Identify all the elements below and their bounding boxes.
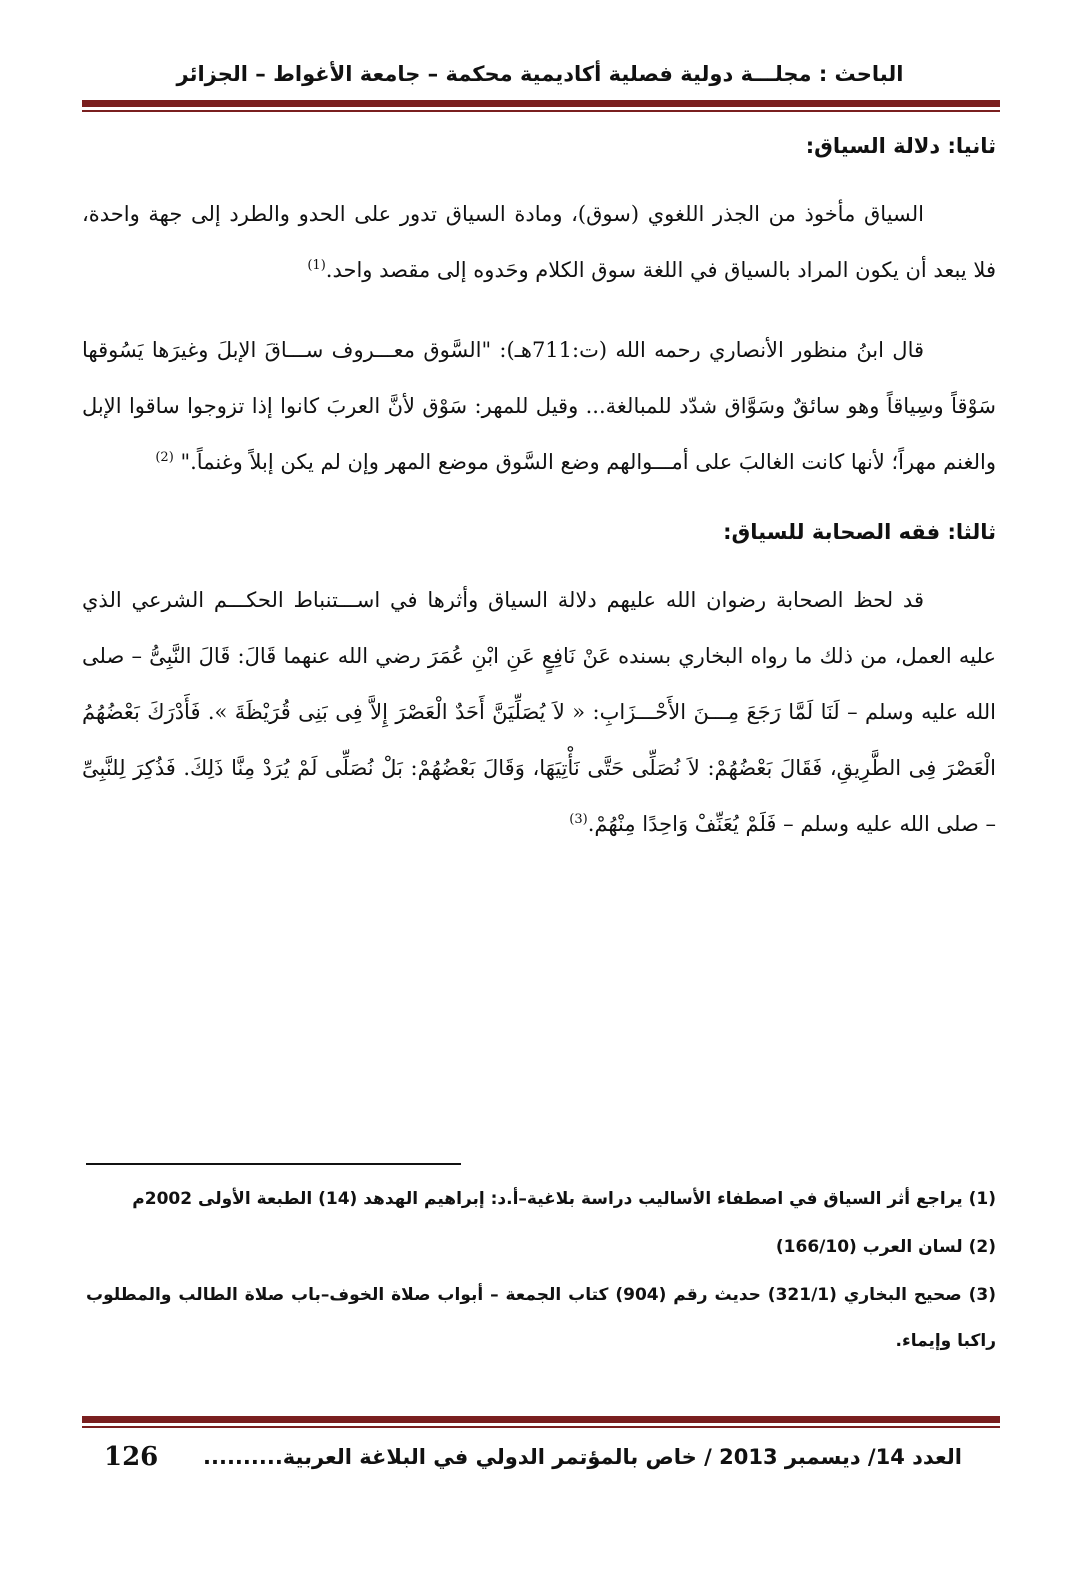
paragraph-context-definition [82, 186, 996, 298]
footer-rule-thin [82, 1426, 1000, 1428]
running-footer [104, 1434, 962, 1480]
page-number: 126 [104, 1442, 159, 1472]
paragraph-ibn-manzur-quote [82, 322, 996, 490]
footnote-ref-2: (2) [155, 450, 174, 465]
footnote-ref-1: (1) [307, 258, 326, 273]
running-header: الباحث : مجلـــة دولية فصلية أكاديمية محكمة – جامعة الأغواط – الجزائر [176, 62, 904, 86]
main-content [82, 128, 996, 852]
footnote-ref-3: (3) [569, 812, 588, 827]
paragraph-text: قال ابنُ منظور الأنصاري رحمه الله (ت:711هـ): "السَّوق معـــروف ســـاقَ الإبلَ وغيرَها يَسُوقها سَوْقاً وسِياقاً وهو سائقٌ وسَوَّاق شدّد للمبالغة... وقيل للمهر: سَوْق لأنَّ العربَ كانوا إذا تزوجوا ساقوا الإبل والغنم مهراً؛ لأنها كانت الغالبَ على أمـــوالهم وضع السَّوق موضع المهر وإن لم يكن إبلاً وغنماً." [82, 338, 996, 474]
footer-rule-thick [82, 1416, 1000, 1423]
issue-info: العدد 14/ ديسمبر 2013 / خاص بالمؤتمر الدولي في البلاغة العربية.......... [203, 1445, 962, 1469]
footnote-3: (3) صحيح البخاري (321/1) حديث رقم (904) كتاب الجمعة – أبواب صلاة الخوف–باب صلاة الطالب والمطلوب راكبا وإيماء. [86, 1285, 996, 1351]
paragraph-text: السياق مأخوذ من الجذر اللغوي (سوق)، ومادة السياق تدور على الحدو والطرد إلى جهة واحدة، فلا يبعد أن يكون المراد بالسياق في اللغة سوق الكلام وحَدوه إلى مقصد واحد. [82, 202, 996, 282]
header-rule-thin [82, 110, 1000, 112]
paragraph-companions-hadith [82, 572, 996, 852]
section-heading-companions-fiqh: ثالثا: فقه الصحابة للسياق: [723, 520, 996, 544]
header-rule-thick [82, 100, 1000, 107]
footnotes [86, 1176, 996, 1364]
section-heading-context-meaning: ثانيا: دلالة السياق: [805, 134, 996, 158]
paragraph-text: قد لحظ الصحابة رضوان الله عليهم دلالة السياق وأثرها في اســـتنباط الحكـــم الشرعي الذي عليه العمل، من ذلك ما رواه البخاري بسنده عَنْ نَافِعٍ عَنِ ابْنِ عُمَرَ رضي الله عنهما قَالَ: قَالَ النَّبِىُّ – صلى الله عليه وسلم – لَنَا لَمَّا رَجَعَ مِـــنَ الأَحْـــزَابِ: « لاَ يُصَلِّيَنَّ أَحَدٌ الْعَصْرَ إِلاَّ فِى بَنِى قُرَيْظَةَ ». فَأَدْرَكَ بَعْضُهُمُ الْعَصْرَ فِى الطَّرِيقِ، فَقَالَ بَعْضُهُمْ: لاَ نُصَلِّى حَتَّى نَأْتِيَهَا، وَقَالَ بَعْضُهُمْ: بَلْ نُصَلِّى لَمْ يُرَدْ مِنَّا ذَلِكَ. فَذُكِرَ لِلنَّبِىِّ – صلى الله عليه وسلم – فَلَمْ يُعَنِّفْ وَاحِدًا مِنْهُمْ. [82, 588, 996, 836]
footnote-1: (1) يراجع أثر السياق في اصطفاء الأساليب دراسة بلاغية–أ.د: إبراهيم الهدهد (14) الطبعة الأولى 2002م [132, 1189, 996, 1209]
footnote-separator [86, 1163, 461, 1165]
footnote-2: (2) لسان العرب (166/10) [775, 1237, 996, 1257]
